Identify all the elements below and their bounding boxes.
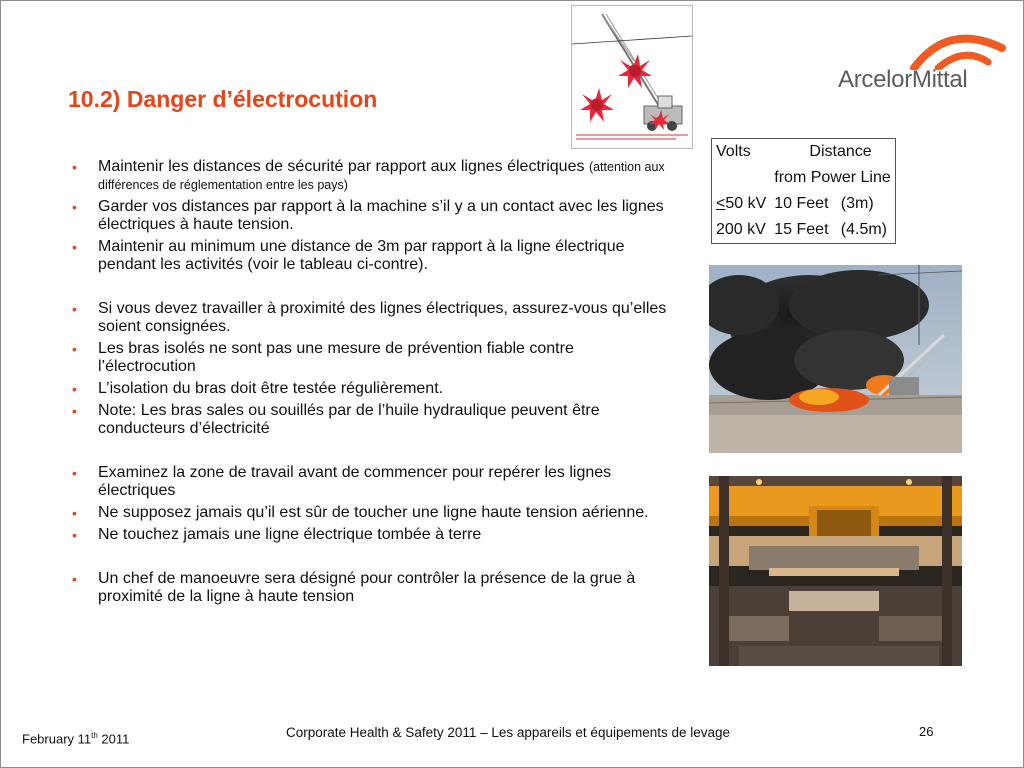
overhead-crane-photo: [709, 476, 962, 666]
list-item: • Les bras isolés ne sont pas une mesure de prévention fiable contre l’électrocution: [68, 340, 668, 376]
table-header-distance: Distance: [809, 143, 872, 160]
list-item: • L’isolation du bras doit être testée régulièrement.: [68, 380, 668, 398]
list-item: • Examinez la zone de travail avant de commencer pour repérer les lignes électriques: [68, 464, 668, 500]
list-item: • Si vous devez travailler à proximité des lignes électriques, assurez-vous qu’elles soient consignées.: [68, 300, 668, 336]
list-item: • Ne supposez jamais qu’il est sûr de toucher une ligne haute tension aérienne.: [68, 504, 668, 522]
table-cell-feet: 10 Feet: [774, 195, 829, 212]
footer-title: Corporate Health & Safety 2011 – Les appareils et équipements de levage: [286, 725, 731, 740]
list-item: • Maintenir les distances de sécurité par rapport aux lignes électriques (attention aux différences de réglementation entre les pays): [68, 158, 668, 194]
table-header-volts: Volts: [716, 143, 751, 160]
table-header-row: [712, 165, 896, 191]
list-item: • Ne touchez jamais une ligne électrique tombée à terre: [68, 526, 668, 544]
crane-fire-photo: [709, 265, 962, 453]
table-cell-feet: 15 Feet: [774, 221, 829, 238]
list-item-note: (attention aux différences de réglementation entre les pays): [98, 160, 665, 192]
table-cell-meters: (4.5m): [840, 221, 888, 238]
list-item: • Un chef de manoeuvre sera désigné pour contrôler la présence de la grue à proximité de la ligne à haute tension: [68, 570, 668, 606]
table-header-distance-sub: from Power Line: [774, 169, 891, 186]
distance-table: [711, 138, 896, 244]
bullet-list: [68, 158, 668, 610]
table-header-row: [712, 139, 896, 166]
table-cell-volts: 200 kV: [716, 221, 766, 238]
table-row: [712, 191, 896, 217]
list-item: • Note: Les bras sales ou souillés par de l’huile hydraulique peuvent être conducteurs d’électricité: [68, 402, 668, 438]
crane-electrocution-illustration: [571, 5, 693, 149]
table-cell-volts: <50 kV: [716, 195, 767, 212]
table-row: [712, 217, 896, 244]
footer-date: February 11th 2011: [22, 731, 130, 747]
logo-text: ArcelorMittal: [838, 66, 968, 93]
page-number: 26: [919, 724, 934, 739]
list-item: • Maintenir au minimum une distance de 3m par rapport à la ligne électrique pendant les activités (voir le tableau ci-contre).: [68, 238, 668, 274]
table-cell-meters: (3m): [840, 195, 874, 212]
page-title: 10.2) Danger d’électrocution: [68, 86, 378, 112]
list-item: • Garder vos distances par rapport à la machine s’il y a un contact avec les lignes électriques à haute tension.: [68, 198, 668, 234]
